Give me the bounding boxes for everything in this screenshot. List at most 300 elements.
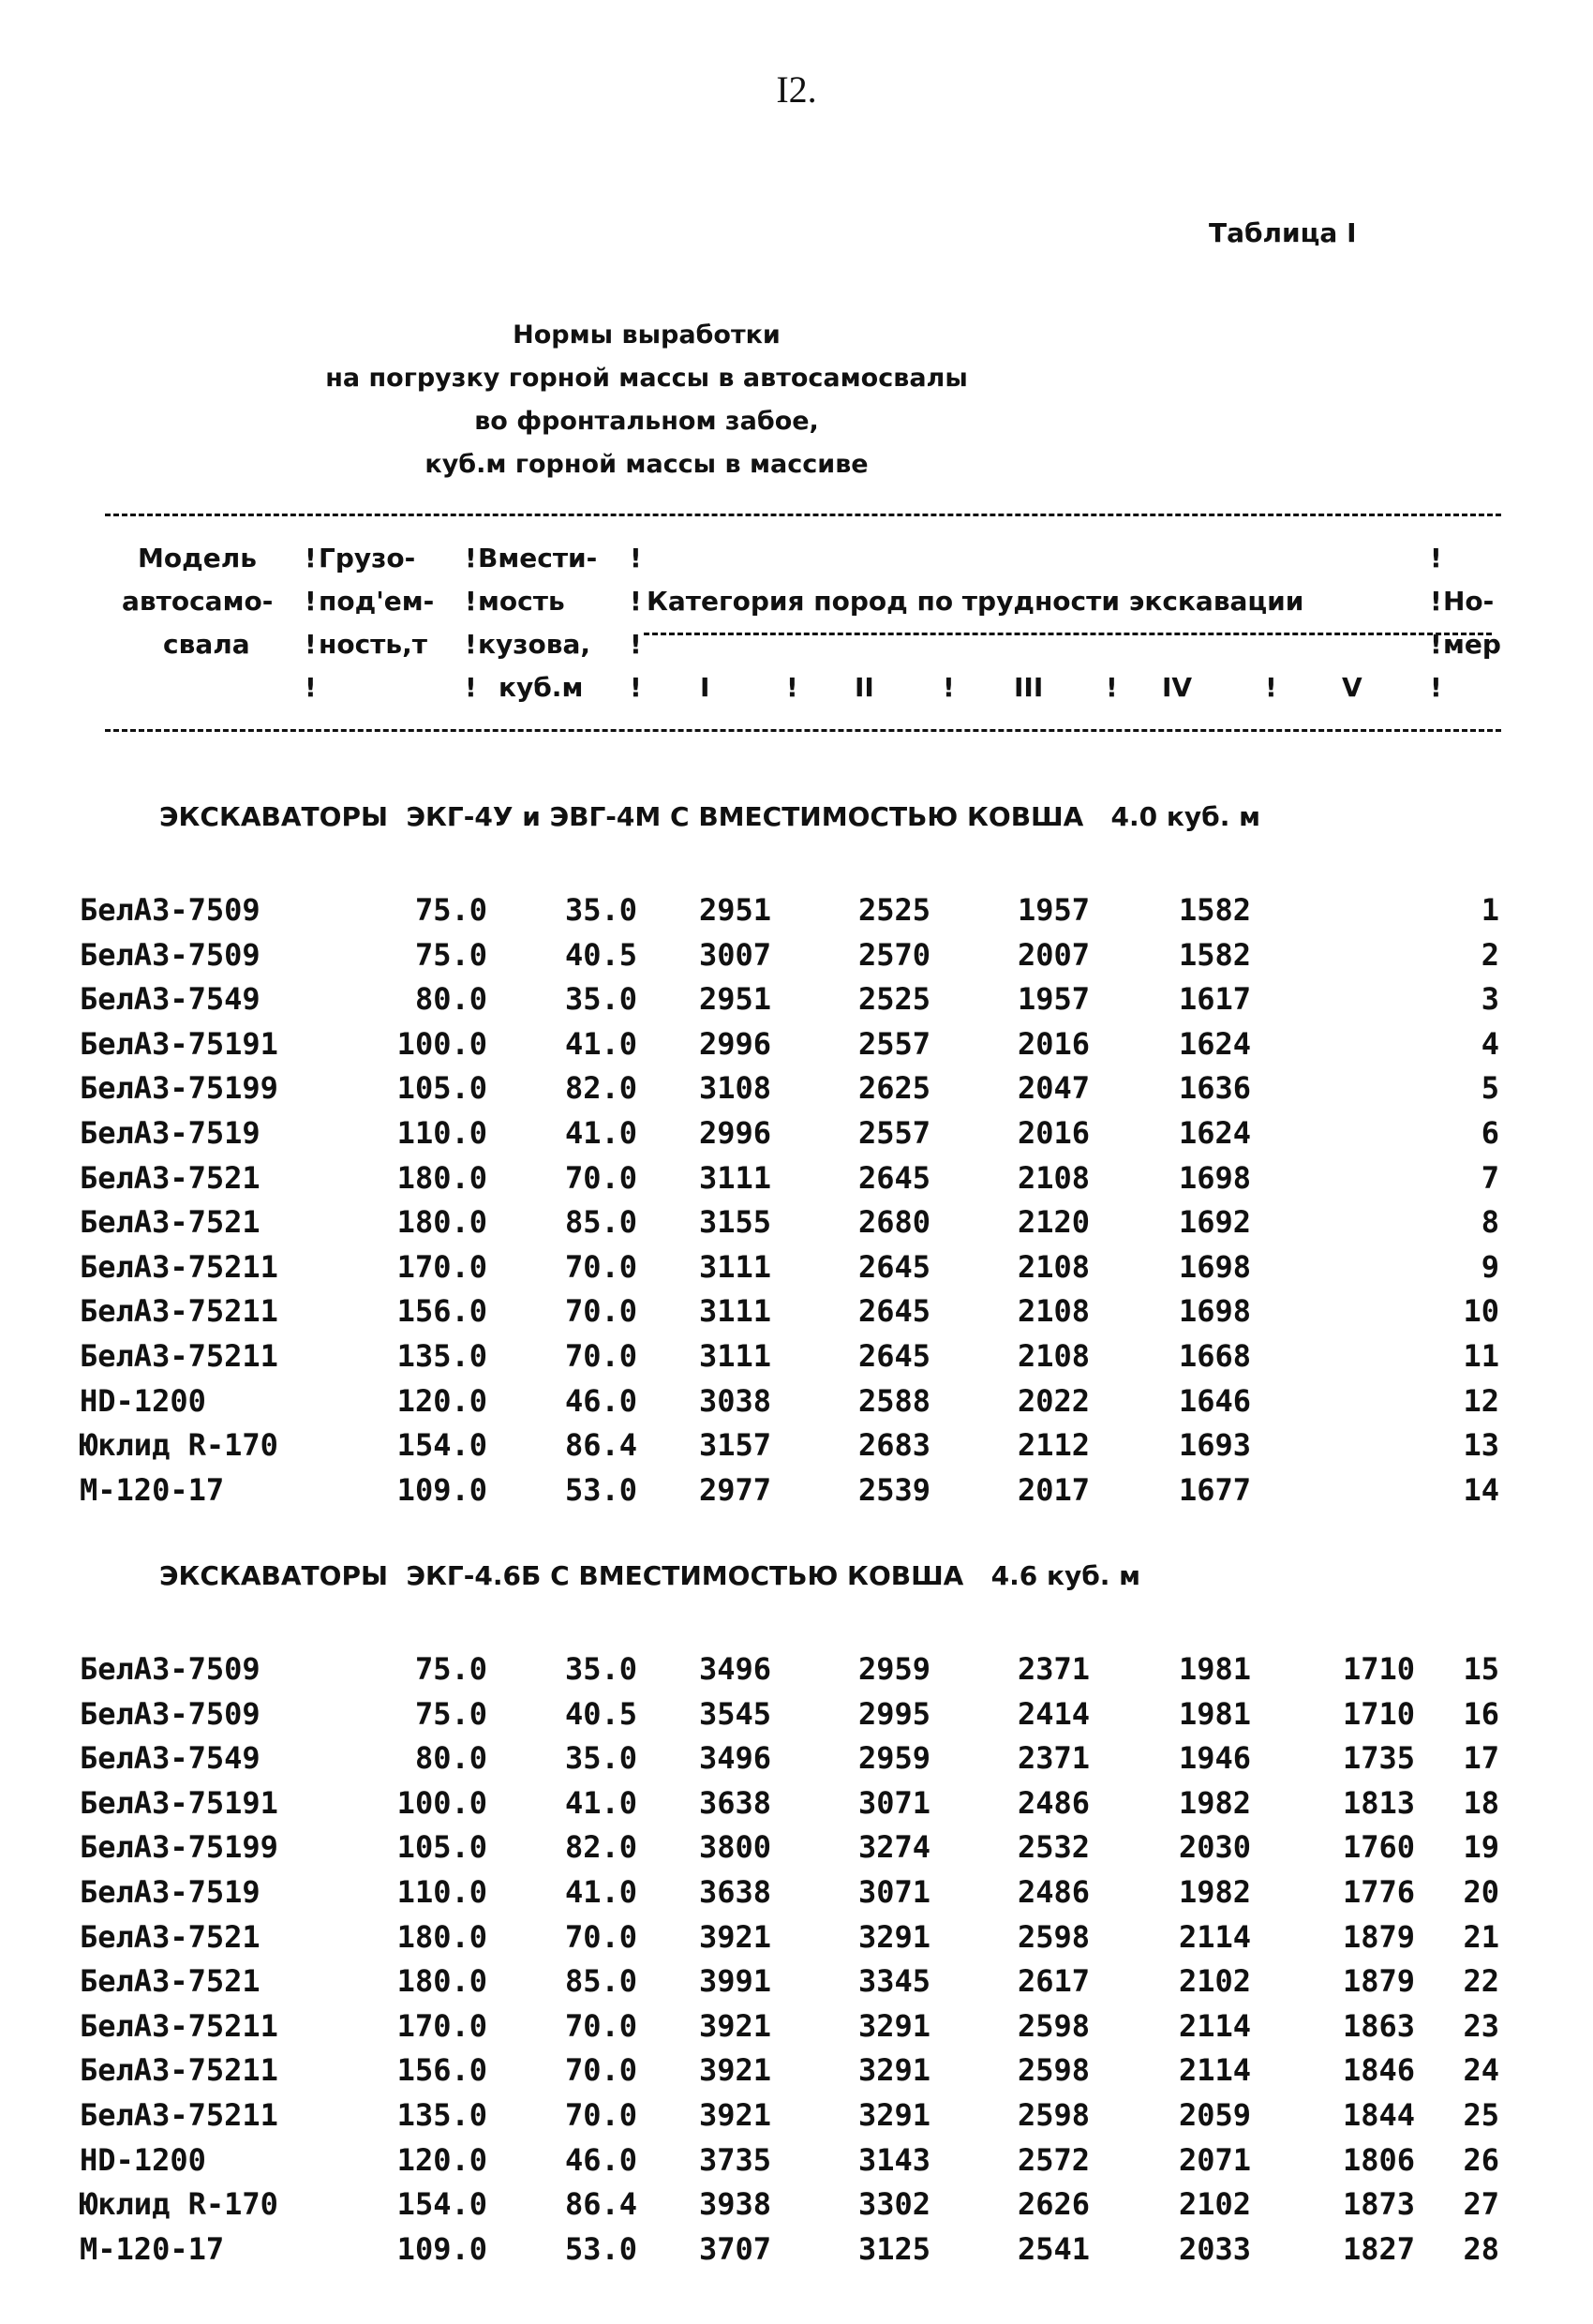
row-number-cell: 1 <box>1481 892 1499 928</box>
category-iii-cell: 2486 <box>1017 1873 1090 1910</box>
load-capacity-cell: 75.0 <box>414 892 487 928</box>
model-cell: БелАЗ-7509 <box>80 1695 261 1732</box>
category-ii-cell: 2645 <box>857 1293 930 1330</box>
category-ii-cell: 2680 <box>857 1204 930 1241</box>
model-cell: БелАЗ-7519 <box>80 1114 261 1151</box>
category-ii-cell: 2625 <box>857 1070 930 1107</box>
category-v-cell: 1873 <box>1342 2186 1415 2223</box>
model-cell: БелАЗ-7509 <box>80 936 261 973</box>
load-capacity-cell: 75.0 <box>414 1651 487 1687</box>
header-separator: ! <box>465 672 477 703</box>
row-number-cell: 6 <box>1481 1114 1499 1151</box>
model-cell: БелАЗ-75211 <box>80 2096 278 2133</box>
category-iii-cell: 2108 <box>1017 1293 1090 1330</box>
table-row <box>80 1289 1513 1334</box>
category-ii-cell: 3274 <box>857 1829 930 1866</box>
category-iv-cell: 1981 <box>1178 1651 1251 1687</box>
category-iv-cell: 1646 <box>1178 1382 1251 1419</box>
category-i-cell: 2996 <box>698 1025 771 1062</box>
table-row <box>80 1379 1513 1424</box>
body-capacity-cell: 41.0 <box>564 1114 637 1151</box>
category-i-cell: 3157 <box>698 1427 771 1464</box>
table-row <box>80 2004 1513 2049</box>
model-cell: БелАЗ-75199 <box>80 1829 278 1866</box>
category-iv-cell: 1946 <box>1178 1740 1251 1777</box>
category-iii-cell: 2120 <box>1017 1204 1090 1241</box>
row-number-cell: 18 <box>1463 1784 1499 1821</box>
row-number-cell: 26 <box>1463 2141 1499 2178</box>
body-capacity-cell: 86.4 <box>564 2186 637 2223</box>
row-number-cell: 15 <box>1463 1651 1499 1687</box>
load-capacity-cell: 135.0 <box>396 1337 487 1374</box>
body-capacity-cell: 82.0 <box>564 1070 637 1107</box>
model-cell: БелАЗ-75211 <box>80 1337 278 1374</box>
category-iii-cell: 2617 <box>1017 1963 1090 2000</box>
category-v-cell: 1806 <box>1342 2141 1415 2178</box>
header-load-line: ность,т <box>319 629 427 660</box>
load-capacity-cell: 135.0 <box>396 2096 487 2133</box>
table-row <box>80 1200 1513 1245</box>
load-capacity-cell: 110.0 <box>396 1873 487 1910</box>
category-iv-cell: 2033 <box>1178 2230 1251 2267</box>
category-v-cell: 1846 <box>1342 2052 1415 2089</box>
category-iv-cell: 1624 <box>1178 1025 1251 1062</box>
header-separator: ! <box>630 586 642 617</box>
load-capacity-cell: 120.0 <box>396 2141 487 2178</box>
load-capacity-cell: 154.0 <box>396 2186 487 2223</box>
category-iii-cell: 2108 <box>1017 1248 1090 1285</box>
category-i-cell: 3921 <box>698 2007 771 2044</box>
body-capacity-cell: 70.0 <box>564 2096 637 2133</box>
category-v-cell: 1710 <box>1342 1695 1415 1732</box>
category-iii-cell: 2108 <box>1017 1337 1090 1374</box>
category-ii-cell: 3291 <box>857 2007 930 2044</box>
load-capacity-cell: 100.0 <box>396 1025 487 1062</box>
row-number-cell: 27 <box>1463 2186 1499 2223</box>
category-iii-cell: 2598 <box>1017 2052 1090 2089</box>
body-capacity-cell: 70.0 <box>564 2052 637 2089</box>
body-capacity-cell: 70.0 <box>564 1918 637 1955</box>
category-ii-cell: 2557 <box>857 1025 930 1062</box>
category-v-cell: 1776 <box>1342 1873 1415 1910</box>
header-separator: ! <box>305 543 317 574</box>
load-capacity-cell: 75.0 <box>414 1695 487 1732</box>
load-capacity-cell: 80.0 <box>414 981 487 1018</box>
category-iii-cell: 2007 <box>1017 936 1090 973</box>
category-divider <box>644 633 1492 635</box>
row-number-cell: 19 <box>1463 1829 1499 1866</box>
category-v-cell: 1863 <box>1342 2007 1415 2044</box>
category-i-cell: 3921 <box>698 2052 771 2089</box>
category-i-cell: 2951 <box>698 892 771 928</box>
category-i-cell: 3707 <box>698 2230 771 2267</box>
body-capacity-cell: 35.0 <box>564 1651 637 1687</box>
header-load-line: Грузо- <box>319 543 416 574</box>
model-cell: БелАЗ-7521 <box>80 1204 261 1241</box>
model-cell: БелАЗ-75211 <box>80 2007 278 2044</box>
header-category: Категория пород по трудности экскавации <box>647 586 1304 617</box>
category-ii-cell: 3125 <box>857 2230 930 2267</box>
load-capacity-cell: 170.0 <box>396 2007 487 2044</box>
category-iv-cell: 1982 <box>1178 1873 1251 1910</box>
header-separator: ! <box>305 586 317 617</box>
data-table-section-2 <box>80 1647 1513 2272</box>
category-ii-cell: 2995 <box>857 1695 930 1732</box>
header-model-line: Модель <box>138 543 257 574</box>
header-separator: ! <box>1106 672 1118 703</box>
model-cell: БелАЗ-7509 <box>80 892 261 928</box>
category-v-cell: 1879 <box>1342 1963 1415 2000</box>
table-row <box>80 1915 1513 1960</box>
load-capacity-cell: 154.0 <box>396 1427 487 1464</box>
body-capacity-cell: 53.0 <box>564 2230 637 2267</box>
load-capacity-cell: 180.0 <box>396 1159 487 1196</box>
category-ii-cell: 2588 <box>857 1382 930 1419</box>
category-iv-cell: 1692 <box>1178 1204 1251 1241</box>
body-capacity-cell: 85.0 <box>564 1204 637 1241</box>
table-row <box>80 2048 1513 2093</box>
model-cell: БелАЗ-75199 <box>80 1070 278 1107</box>
model-cell: Юклид R-170 <box>80 2186 278 2223</box>
section-heading: ЭКСКАВАТОРЫ ЭКГ-4.6Б С ВМЕСТИМОСТЬЮ КОВША 4.6 куб. м <box>159 1560 1141 1591</box>
table-row <box>80 1781 1513 1826</box>
category-ii-cell: 2539 <box>857 1471 930 1508</box>
category-ii-cell: 3291 <box>857 2052 930 2089</box>
body-capacity-cell: 82.0 <box>564 1829 637 1866</box>
body-capacity-cell: 86.4 <box>564 1427 637 1464</box>
category-ii-cell: 3071 <box>857 1873 930 1910</box>
category-i-cell: 3111 <box>698 1159 771 1196</box>
category-iv-cell: 1698 <box>1178 1248 1251 1285</box>
category-iv-cell: 1617 <box>1178 981 1251 1018</box>
section-heading: ЭКСКАВАТОРЫ ЭКГ-4У и ЭВГ-4М С ВМЕСТИМОСТЬЮ КОВША 4.0 куб. м <box>159 801 1260 832</box>
category-iii-cell: 2371 <box>1017 1651 1090 1687</box>
category-iii-cell: 2572 <box>1017 2141 1090 2178</box>
category-v-cell: 1735 <box>1342 1740 1415 1777</box>
category-i-cell: 3638 <box>698 1873 771 1910</box>
body-capacity-cell: 41.0 <box>564 1025 637 1062</box>
load-capacity-cell: 105.0 <box>396 1829 487 1866</box>
category-iv-cell: 1582 <box>1178 936 1251 973</box>
table-row <box>80 1111 1513 1156</box>
category-iii-cell: 2486 <box>1017 1784 1090 1821</box>
row-number-cell: 8 <box>1481 1204 1499 1241</box>
category-iii-cell: 2626 <box>1017 2186 1090 2223</box>
row-number-cell: 22 <box>1463 1963 1499 2000</box>
load-capacity-cell: 105.0 <box>396 1070 487 1107</box>
header-number-line: Но- <box>1443 586 1495 617</box>
category-i-cell: 3111 <box>698 1293 771 1330</box>
table-row <box>80 1334 1513 1379</box>
header-number-line: мер <box>1443 629 1501 660</box>
header-capacity-line: Вмести- <box>478 543 598 574</box>
row-number-cell: 2 <box>1481 936 1499 973</box>
category-v-cell: 1760 <box>1342 1829 1415 1866</box>
row-number-cell: 16 <box>1463 1695 1499 1732</box>
header-model-line: автосамо- <box>122 586 274 617</box>
table-row <box>80 1647 1513 1692</box>
table-row <box>80 2093 1513 2138</box>
model-cell: БелАЗ-7519 <box>80 1873 261 1910</box>
header-bottom-rule <box>105 729 1501 732</box>
header-separator: ! <box>1430 629 1442 660</box>
category-v-cell: 1844 <box>1342 2096 1415 2133</box>
row-number-cell: 12 <box>1463 1382 1499 1419</box>
load-capacity-cell: 109.0 <box>396 1471 487 1508</box>
category-v-cell: 1827 <box>1342 2230 1415 2267</box>
header-category-ii: II <box>855 672 874 703</box>
table-row <box>80 977 1513 1022</box>
category-ii-cell: 3291 <box>857 1918 930 1955</box>
body-capacity-cell: 40.5 <box>564 936 637 973</box>
category-iii-cell: 2016 <box>1017 1025 1090 1062</box>
category-iii-cell: 2598 <box>1017 2007 1090 2044</box>
header-separator: ! <box>630 672 642 703</box>
body-capacity-cell: 70.0 <box>564 1293 637 1330</box>
category-iv-cell: 1636 <box>1178 1070 1251 1107</box>
load-capacity-cell: 110.0 <box>396 1114 487 1151</box>
model-cell: HD-1200 <box>80 1382 206 1419</box>
table-row <box>80 2138 1513 2183</box>
category-i-cell: 2996 <box>698 1114 771 1151</box>
table-row <box>80 1959 1513 2004</box>
category-iii-cell: 2017 <box>1017 1471 1090 1508</box>
category-iv-cell: 1981 <box>1178 1695 1251 1732</box>
body-capacity-cell: 41.0 <box>564 1873 637 1910</box>
row-number-cell: 20 <box>1463 1873 1499 1910</box>
row-number-cell: 21 <box>1463 1918 1499 1955</box>
category-iv-cell: 2071 <box>1178 2141 1251 2178</box>
category-ii-cell: 3345 <box>857 1963 930 2000</box>
title-line: Нормы выработки <box>513 320 781 350</box>
body-capacity-cell: 70.0 <box>564 1159 637 1196</box>
body-capacity-cell: 70.0 <box>564 1337 637 1374</box>
load-capacity-cell: 180.0 <box>396 1204 487 1241</box>
category-iii-cell: 2112 <box>1017 1427 1090 1464</box>
load-capacity-cell: 180.0 <box>396 1963 487 2000</box>
category-ii-cell: 2683 <box>857 1427 930 1464</box>
category-iv-cell: 2114 <box>1178 2007 1251 2044</box>
header-separator: ! <box>630 543 642 574</box>
header-capacity-line: мость <box>478 586 565 617</box>
row-number-cell: 7 <box>1481 1159 1499 1196</box>
row-number-cell: 17 <box>1463 1740 1499 1777</box>
category-iii-cell: 1957 <box>1017 981 1090 1018</box>
category-iv-cell: 1693 <box>1178 1427 1251 1464</box>
header-separator: ! <box>943 672 955 703</box>
header-top-rule <box>105 514 1501 516</box>
header-separator: ! <box>305 672 317 703</box>
row-number-cell: 13 <box>1463 1427 1499 1464</box>
category-iv-cell: 1677 <box>1178 1471 1251 1508</box>
header-load-line: под'ем- <box>319 586 435 617</box>
category-iv-cell: 1668 <box>1178 1337 1251 1374</box>
category-i-cell: 3111 <box>698 1248 771 1285</box>
category-ii-cell: 2959 <box>857 1651 930 1687</box>
body-capacity-cell: 46.0 <box>564 1382 637 1419</box>
row-number-cell: 24 <box>1463 2052 1499 2089</box>
header-category-iii: III <box>1014 672 1044 703</box>
page-number: I2. <box>776 68 817 111</box>
category-i-cell: 3496 <box>698 1651 771 1687</box>
table-row <box>80 888 1513 933</box>
load-capacity-cell: 180.0 <box>396 1918 487 1955</box>
table-row <box>80 1825 1513 1870</box>
load-capacity-cell: 156.0 <box>396 2052 487 2089</box>
category-v-cell: 1879 <box>1342 1918 1415 1955</box>
header-category-i: I <box>700 672 710 703</box>
table-row <box>80 1022 1513 1067</box>
row-number-cell: 23 <box>1463 2007 1499 2044</box>
model-cell: БелАЗ-7521 <box>80 1963 261 2000</box>
table-header <box>105 537 1501 724</box>
table-row <box>80 1156 1513 1201</box>
category-i-cell: 3111 <box>698 1337 771 1374</box>
row-number-cell: 28 <box>1463 2230 1499 2267</box>
body-capacity-cell: 46.0 <box>564 2141 637 2178</box>
category-iv-cell: 1982 <box>1178 1784 1251 1821</box>
table-title <box>0 314 1293 486</box>
category-ii-cell: 2525 <box>857 981 930 1018</box>
row-number-cell: 14 <box>1463 1471 1499 1508</box>
header-separator: ! <box>465 586 477 617</box>
category-i-cell: 3108 <box>698 1070 771 1107</box>
title-line: на погрузку горной массы в автосамосвалы <box>325 364 968 393</box>
model-cell: Юклид R-170 <box>80 1427 278 1464</box>
category-iii-cell: 1957 <box>1017 892 1090 928</box>
model-cell: БелАЗ-75211 <box>80 2052 278 2089</box>
row-number-cell: 5 <box>1481 1070 1499 1107</box>
category-ii-cell: 2959 <box>857 1740 930 1777</box>
header-capacity-line: куб.м <box>499 672 584 703</box>
category-ii-cell: 2525 <box>857 892 930 928</box>
body-capacity-cell: 35.0 <box>564 981 637 1018</box>
body-capacity-cell: 35.0 <box>564 892 637 928</box>
category-iv-cell: 1582 <box>1178 892 1251 928</box>
row-number-cell: 11 <box>1463 1337 1499 1374</box>
category-v-cell: 1710 <box>1342 1651 1415 1687</box>
category-iv-cell: 1698 <box>1178 1293 1251 1330</box>
model-cell: HD-1200 <box>80 2141 206 2178</box>
row-number-cell: 4 <box>1481 1025 1499 1062</box>
body-capacity-cell: 41.0 <box>564 1784 637 1821</box>
category-i-cell: 3921 <box>698 2096 771 2133</box>
category-i-cell: 2951 <box>698 981 771 1018</box>
header-separator: ! <box>465 543 477 574</box>
load-capacity-cell: 120.0 <box>396 1382 487 1419</box>
category-iv-cell: 2102 <box>1178 2186 1251 2223</box>
category-ii-cell: 3291 <box>857 2096 930 2133</box>
category-iv-cell: 1624 <box>1178 1114 1251 1151</box>
model-cell: БелАЗ-7509 <box>80 1651 261 1687</box>
title-line: во фронтальном забое, <box>474 407 819 436</box>
body-capacity-cell: 70.0 <box>564 2007 637 2044</box>
category-i-cell: 3938 <box>698 2186 771 2223</box>
load-capacity-cell: 109.0 <box>396 2230 487 2267</box>
category-ii-cell: 3302 <box>857 2186 930 2223</box>
header-separator: ! <box>1430 543 1442 574</box>
load-capacity-cell: 75.0 <box>414 936 487 973</box>
category-iii-cell: 2016 <box>1017 1114 1090 1151</box>
header-capacity-line: кузова, <box>478 629 591 660</box>
category-iii-cell: 2414 <box>1017 1695 1090 1732</box>
category-iv-cell: 1698 <box>1178 1159 1251 1196</box>
model-cell: БелАЗ-75191 <box>80 1025 278 1062</box>
row-number-cell: 25 <box>1463 2096 1499 2133</box>
model-cell: БелАЗ-75211 <box>80 1248 278 1285</box>
body-capacity-cell: 40.5 <box>564 1695 637 1732</box>
table-row <box>80 1736 1513 1781</box>
load-capacity-cell: 80.0 <box>414 1740 487 1777</box>
table-row <box>80 2182 1513 2227</box>
header-separator: ! <box>465 629 477 660</box>
model-cell: М-120-17 <box>80 2230 225 2267</box>
table-row <box>80 933 1513 978</box>
category-i-cell: 3638 <box>698 1784 771 1821</box>
category-i-cell: 3007 <box>698 936 771 973</box>
model-cell: БелАЗ-75191 <box>80 1784 278 1821</box>
category-iv-cell: 2102 <box>1178 1963 1251 2000</box>
data-table-section-1 <box>80 888 1513 1512</box>
category-iii-cell: 2047 <box>1017 1070 1090 1107</box>
category-iii-cell: 2541 <box>1017 2230 1090 2267</box>
model-cell: М-120-17 <box>80 1471 225 1508</box>
header-category-iv: IV <box>1162 672 1193 703</box>
category-ii-cell: 2645 <box>857 1248 930 1285</box>
category-iii-cell: 2022 <box>1017 1382 1090 1419</box>
header-separator: ! <box>1430 586 1442 617</box>
category-iii-cell: 2371 <box>1017 1740 1090 1777</box>
table-row <box>80 1066 1513 1111</box>
table-row <box>80 1423 1513 1468</box>
category-iv-cell: 2059 <box>1178 2096 1251 2133</box>
category-i-cell: 3800 <box>698 1829 771 1866</box>
category-i-cell: 3496 <box>698 1740 771 1777</box>
category-ii-cell: 2570 <box>857 936 930 973</box>
body-capacity-cell: 35.0 <box>564 1740 637 1777</box>
category-ii-cell: 3143 <box>857 2141 930 2178</box>
row-number-cell: 3 <box>1481 981 1499 1018</box>
category-iii-cell: 2598 <box>1017 2096 1090 2133</box>
category-iii-cell: 2108 <box>1017 1159 1090 1196</box>
header-separator: ! <box>630 629 642 660</box>
header-model-line: свала <box>163 629 250 660</box>
load-capacity-cell: 170.0 <box>396 1248 487 1285</box>
table-row <box>80 1468 1513 1513</box>
body-capacity-cell: 70.0 <box>564 1248 637 1285</box>
model-cell: БелАЗ-7549 <box>80 981 261 1018</box>
category-iii-cell: 2598 <box>1017 1918 1090 1955</box>
category-ii-cell: 3071 <box>857 1784 930 1821</box>
header-separator: ! <box>786 672 798 703</box>
title-line: куб.м горной массы в массиве <box>424 450 869 479</box>
model-cell: БелАЗ-7549 <box>80 1740 261 1777</box>
header-separator: ! <box>305 629 317 660</box>
model-cell: БелАЗ-7521 <box>80 1918 261 1955</box>
category-iii-cell: 2532 <box>1017 1829 1090 1866</box>
category-iv-cell: 2114 <box>1178 1918 1251 1955</box>
category-ii-cell: 2645 <box>857 1159 930 1196</box>
model-cell: БелАЗ-75211 <box>80 1293 278 1330</box>
model-cell: БелАЗ-7521 <box>80 1159 261 1196</box>
category-i-cell: 3735 <box>698 2141 771 2178</box>
category-iv-cell: 2030 <box>1178 1829 1251 1866</box>
row-number-cell: 9 <box>1481 1248 1499 1285</box>
body-capacity-cell: 53.0 <box>564 1471 637 1508</box>
row-number-cell: 10 <box>1463 1293 1499 1330</box>
body-capacity-cell: 85.0 <box>564 1963 637 2000</box>
category-i-cell: 3038 <box>698 1382 771 1419</box>
